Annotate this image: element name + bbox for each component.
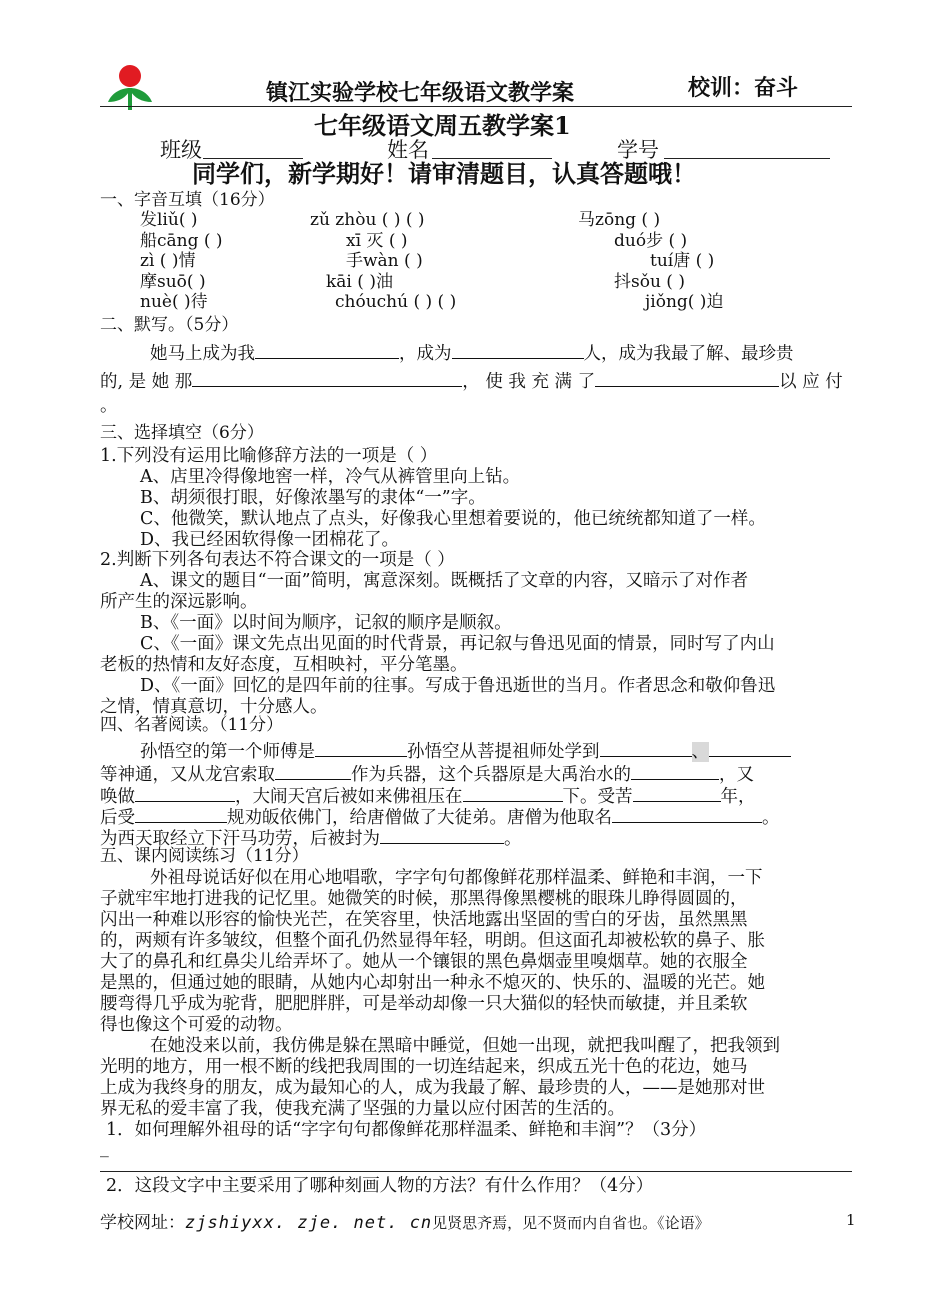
passage-line: 腰弯得几乎成为驼背，肥肥胖胖，可是举动却像一只大猫似的轻快而敏捷，并且柔软 bbox=[100, 994, 748, 1014]
recite-line-3: 。 bbox=[100, 396, 118, 416]
pinyin-cell: kāi ( )油 bbox=[326, 272, 393, 292]
school-logo bbox=[104, 64, 156, 112]
blank[interactable] bbox=[135, 806, 227, 823]
pinyin-cell: 船cāng ( ) bbox=[140, 231, 223, 251]
section-1-heading: 一、字音互填（16分） bbox=[100, 190, 275, 210]
answer-line[interactable] bbox=[100, 1171, 852, 1172]
blank[interactable] bbox=[463, 785, 563, 802]
text: 等神通，又从龙宫索取 bbox=[100, 765, 275, 785]
option-c: C、《一面》课文先点出见面的时代背景，再记叙与鲁迅见面的情景，同时写了内山 bbox=[140, 634, 775, 654]
recite-line-1 bbox=[150, 342, 794, 364]
option-a: A、店里冷得像地窖一样，冷气从裤管里向上钻。 bbox=[140, 467, 521, 487]
text: ，成为 bbox=[399, 344, 452, 364]
text: 后受 bbox=[100, 808, 135, 828]
novel-line-3 bbox=[100, 785, 756, 807]
passage-line: 的，两颊有许多皱纹，但整个面孔仍然显得年轻，明朗。但这面孔却被松软的鼻子、胀 bbox=[100, 931, 765, 951]
blank[interactable] bbox=[595, 370, 779, 387]
text: ， 使 我 充 满 了 bbox=[462, 372, 596, 392]
blank[interactable] bbox=[612, 806, 762, 823]
passage-line: 光明的地方，用一根不断的线把我周围的一切连结起来，织成五光十色的花边，她马 bbox=[100, 1057, 748, 1077]
text: 孙悟空的第一个师傅是 bbox=[140, 742, 315, 762]
number-label: 学号 bbox=[617, 138, 659, 162]
answer-blank-mark[interactable]: _ bbox=[100, 1138, 109, 1158]
text: 孙悟空从菩提祖师处学到 bbox=[407, 742, 600, 762]
pinyin-cell: chóuchú ( ) ( ) bbox=[335, 292, 457, 312]
blank[interactable] bbox=[192, 370, 462, 387]
passage-line: 界无私的爱丰富了我，使我充满了坚强的力量以应付困苦的生活的。 bbox=[100, 1099, 625, 1119]
novel-line-4 bbox=[100, 806, 780, 828]
text: 的, 是 她 那 bbox=[100, 372, 193, 392]
pinyin-cell: zì ( )情 bbox=[140, 251, 196, 271]
class-label: 班级 bbox=[160, 138, 202, 162]
reading-question-2: 2．这段文字中主要采用了哪种刻画人物的方法？有什么作用？（4分） bbox=[106, 1176, 654, 1196]
pinyin-cell: xī 灭 ( ) bbox=[346, 231, 408, 251]
blank[interactable] bbox=[631, 763, 719, 780]
blank[interactable] bbox=[600, 740, 692, 757]
novel-line-2 bbox=[100, 763, 754, 785]
pinyin-cell: jiǒng( )迫 bbox=[645, 292, 724, 312]
text: ，大闹天宫后被如来佛祖压在 bbox=[235, 787, 463, 807]
option-a: A、课文的题目“一面”简明，寓意深刻。既概括了文章的内容，又暗示了对作者 bbox=[140, 571, 749, 591]
pinyin-cell: 抖sǒu ( ) bbox=[614, 272, 685, 292]
header-rule bbox=[100, 106, 852, 107]
option-b: B、《一面》以时间为顺序，记叙的顺序是顺叙。 bbox=[140, 613, 512, 633]
blank[interactable] bbox=[709, 740, 791, 757]
text: 以 应 付 bbox=[779, 372, 843, 392]
text: 规劝皈依佛门，给唐僧做了大徒弟。唐僧为他取名 bbox=[227, 808, 612, 828]
section-2-heading: 二、默写。（5分） bbox=[100, 315, 239, 335]
option-c: C、他微笑，默认地点了点头，好像我心里想着要说的，他已统统都知道了一样。 bbox=[140, 509, 766, 529]
passage-line: 大了的鼻孔和红鼻尖儿给弄坏了。她从一个镶银的黑色鼻烟壶里嗅烟草。她的衣服全 bbox=[100, 952, 748, 972]
option-d: D、我已经困软得像一团棉花了。 bbox=[140, 530, 400, 550]
blank[interactable] bbox=[380, 827, 504, 844]
text: 年， bbox=[720, 787, 756, 807]
pinyin-cell: duó步 ( ) bbox=[614, 231, 688, 251]
reading-question-1: 1．如何理解外祖母的话“字字句句都像鲜花那样温柔、鲜艳和丰润”？（3分） bbox=[106, 1120, 707, 1140]
passage-line: 子就牢牢地打进我的记忆里。她微笑的时候，那黑得像黑樱桃的眼珠儿睁得圆圆的， bbox=[100, 889, 748, 909]
blank[interactable] bbox=[315, 740, 407, 757]
passage-line: 在她没来以前，我仿佛是躲在黑暗中睡觉，但她一出现，就把我叫醒了，把我领到 bbox=[150, 1036, 780, 1056]
page-title: 七年级语文周五教学案1 bbox=[314, 111, 571, 140]
footer bbox=[100, 1213, 710, 1233]
passage-line: 得也像这个可爱的动物。 bbox=[100, 1015, 293, 1035]
blank[interactable] bbox=[255, 342, 399, 359]
text: 唤做 bbox=[100, 787, 135, 807]
section-4-heading: 四、名著阅读。（11分） bbox=[100, 715, 284, 735]
option-a-cont: 所产生的深远影响。 bbox=[100, 592, 258, 612]
pinyin-cell: 摩suō( ) bbox=[140, 272, 206, 292]
text: 人，成为我最了解、最珍贵 bbox=[583, 344, 794, 364]
novel-line-1 bbox=[140, 740, 791, 762]
passage-line: 闪出一种难以形容的愉快光芒，在笑容里，快活地露出坚固的雪白的牙齿，虽然黑黑 bbox=[100, 910, 748, 930]
section-3-heading: 三、选择填空（6分） bbox=[100, 423, 264, 443]
text: 为西天取经立下汗马功劳，后被封为 bbox=[100, 829, 380, 849]
site-label: 学校网址： bbox=[100, 1213, 185, 1233]
page-number: 1 bbox=[846, 1211, 856, 1229]
name-label: 姓名 bbox=[387, 138, 429, 162]
pinyin-cell: zǔ zhòu ( ) ( ) bbox=[310, 210, 425, 230]
pinyin-cell: tuí唐 ( ) bbox=[650, 251, 715, 271]
school-website[interactable]: zjshiyxx. zje. net. cn bbox=[185, 1213, 433, 1233]
recite-line-2 bbox=[100, 370, 843, 392]
text: 、 bbox=[691, 742, 709, 762]
pinyin-cell: nuè( )待 bbox=[140, 292, 208, 312]
question-3-2: 2.判断下列各句表达不符合课文的一项是（ ） bbox=[100, 550, 455, 570]
school-motto: 校训：奋斗 bbox=[688, 75, 799, 101]
footer-quote: 见贤思齐焉，见不贤而内自省也。《论语》 bbox=[432, 1214, 710, 1232]
pinyin-cell: 马zōng ( ) bbox=[578, 210, 661, 230]
text: ，又 bbox=[719, 765, 754, 785]
pinyin-cell: 手wàn ( ) bbox=[346, 251, 423, 271]
blank[interactable] bbox=[135, 785, 235, 802]
option-d-cont: 之情，情真意切，十分感人。 bbox=[100, 697, 328, 717]
text: 下。受苦 bbox=[562, 787, 633, 807]
school-title: 镇江实验学校七年级语文教学案 bbox=[266, 80, 575, 106]
passage-line: 上成为我终身的朋友，成为最知心的人，成为我最了解、最珍贵的人，——是她那对世 bbox=[100, 1078, 765, 1098]
option-b: B、胡须很打眼，好像浓墨写的隶体“一”字。 bbox=[140, 488, 486, 508]
text: 。 bbox=[762, 808, 780, 828]
section-5-heading: 五、课内阅读练习（11分） bbox=[100, 846, 309, 866]
passage-line: 是黑的，但通过她的眼睛，从她内心却射出一种永不熄灭的、快乐的、温暖的光芒。她 bbox=[100, 973, 765, 993]
text: 。 bbox=[504, 829, 522, 849]
pinyin-cell: 发liǔ( ) bbox=[140, 210, 198, 230]
option-c-cont: 老板的热情和友好态度，互相映衬，平分笔墨。 bbox=[100, 655, 468, 675]
text: 她马上成为我 bbox=[150, 344, 255, 364]
greeting: 同学们，新学期好！请审清题目，认真答题哦！ bbox=[192, 159, 696, 188]
text: 作为兵器，这个兵器原是大禹治水的 bbox=[351, 765, 631, 785]
question-3-1: 1.下列没有运用比喻修辞方法的一项是（ ） bbox=[100, 446, 438, 466]
blank[interactable] bbox=[275, 763, 351, 780]
blank[interactable] bbox=[452, 342, 584, 359]
passage-line: 外祖母说话好似在用心地唱歌，字字句句都像鲜花那样温柔、鲜艳和丰润，一下 bbox=[150, 868, 763, 888]
option-d: D、《一面》回忆的是四年前的往事。写成于鲁迅逝世的当月。作者思念和敬仰鲁迅 bbox=[140, 676, 776, 696]
blank[interactable] bbox=[633, 785, 721, 802]
